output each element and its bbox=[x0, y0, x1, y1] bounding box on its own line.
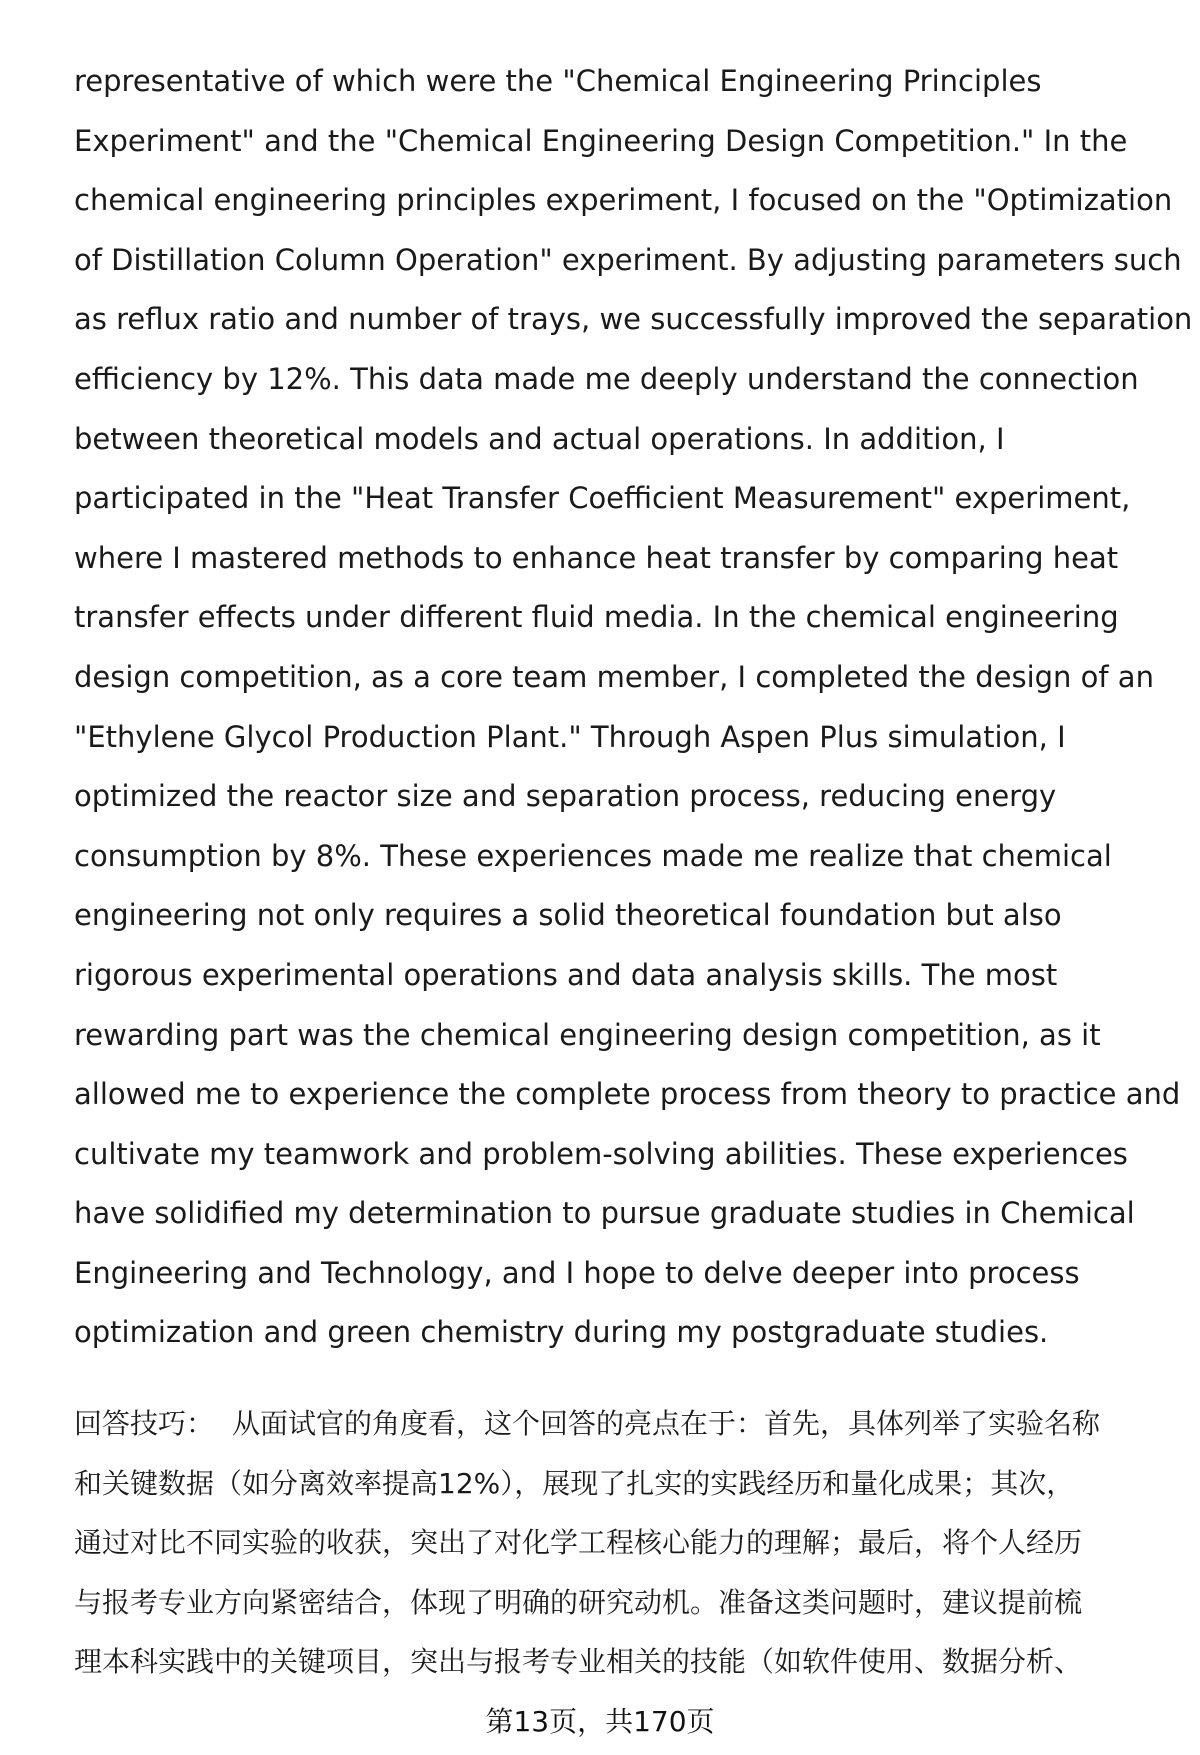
paragraph-line: as reflux ratio and number of trays, we successfully improved the separation bbox=[74, 302, 1193, 337]
paragraph-line: have solidified my determination to pursue graduate studies in Chemical bbox=[74, 1196, 1135, 1231]
tips-line: 通过对比不同实验的收获，突出了对化学工程核心能力的理解；最后，将个人经历 bbox=[74, 1526, 1083, 1560]
tips-line: 和关键数据（如分离效率提高12%），展现了扎实的实践经历和量化成果；其次， bbox=[74, 1466, 1075, 1500]
paragraph-line: rigorous experimental operations and data analysis skills. The most bbox=[74, 957, 1058, 992]
paragraph-line: optimized the reactor size and separation process, reducing energy bbox=[74, 779, 1057, 814]
paragraph-line: transfer effects under different fluid media. In the chemical engineering bbox=[74, 600, 1119, 635]
paragraph-line: consumption by 8%. These experiences made me realize that chemical bbox=[74, 838, 1112, 873]
answer-paragraph bbox=[74, 52, 1193, 1363]
paragraph-line: Engineering and Technology, and I hope to delve deeper into process bbox=[74, 1255, 1080, 1290]
paragraph-line: of Distillation Column Operation" experiment. By adjusting parameters such bbox=[74, 242, 1182, 277]
tips-first-line bbox=[74, 1394, 1164, 1454]
page-number: 第13页，共170页 bbox=[485, 1705, 715, 1738]
tips-line: 从面试官的角度看，这个回答的亮点在于：首先，具体列举了实验名称 bbox=[232, 1407, 1101, 1440]
paragraph-line: design competition, as a core team member, I completed the design of an bbox=[74, 659, 1154, 694]
paragraph-line: cultivate my teamwork and problem-solving abilities. These experiences bbox=[74, 1136, 1128, 1171]
paragraph-line: representative of which were the "Chemical Engineering Principles bbox=[74, 64, 1042, 98]
paragraph-line: participated in the "Heat Transfer Coefficient Measurement" experiment, bbox=[74, 481, 1131, 516]
tips-line: 理本科实践中的关键项目，突出与报考专业相关的技能（如软件使用、数据分析、 bbox=[74, 1645, 1083, 1679]
paragraph-line: allowed me to experience the complete process from theory to practice and bbox=[74, 1077, 1181, 1112]
answer-tips bbox=[74, 1394, 1164, 1692]
paragraph-line: efficiency by 12%. This data made me deeply understand the connection bbox=[74, 361, 1139, 396]
paragraph-line: "Ethylene Glycol Production Plant." Through Aspen Plus simulation, I bbox=[74, 719, 1066, 754]
tips-label: 回答技巧： bbox=[74, 1407, 215, 1440]
paragraph-line: Experiment" and the "Chemical Engineering Design Competition." In the bbox=[74, 123, 1128, 158]
paragraph-line: chemical engineering principles experiment, I focused on the "Optimization bbox=[74, 183, 1173, 218]
paragraph-line: between theoretical models and actual operations. In addition, I bbox=[74, 421, 1005, 456]
paragraph-line: optimization and green chemistry during my postgraduate studies. bbox=[74, 1315, 1049, 1350]
paragraph-line: rewarding part was the chemical engineering design competition, as it bbox=[74, 1017, 1101, 1052]
tips-line: 与报考专业方向紧密结合，体现了明确的研究动机。准备这类问题时，建议提前梳 bbox=[74, 1585, 1083, 1619]
paragraph-line: engineering not only requires a solid theoretical foundation but also bbox=[74, 898, 1062, 933]
paragraph-line: where I mastered methods to enhance heat transfer by comparing heat bbox=[74, 540, 1119, 575]
